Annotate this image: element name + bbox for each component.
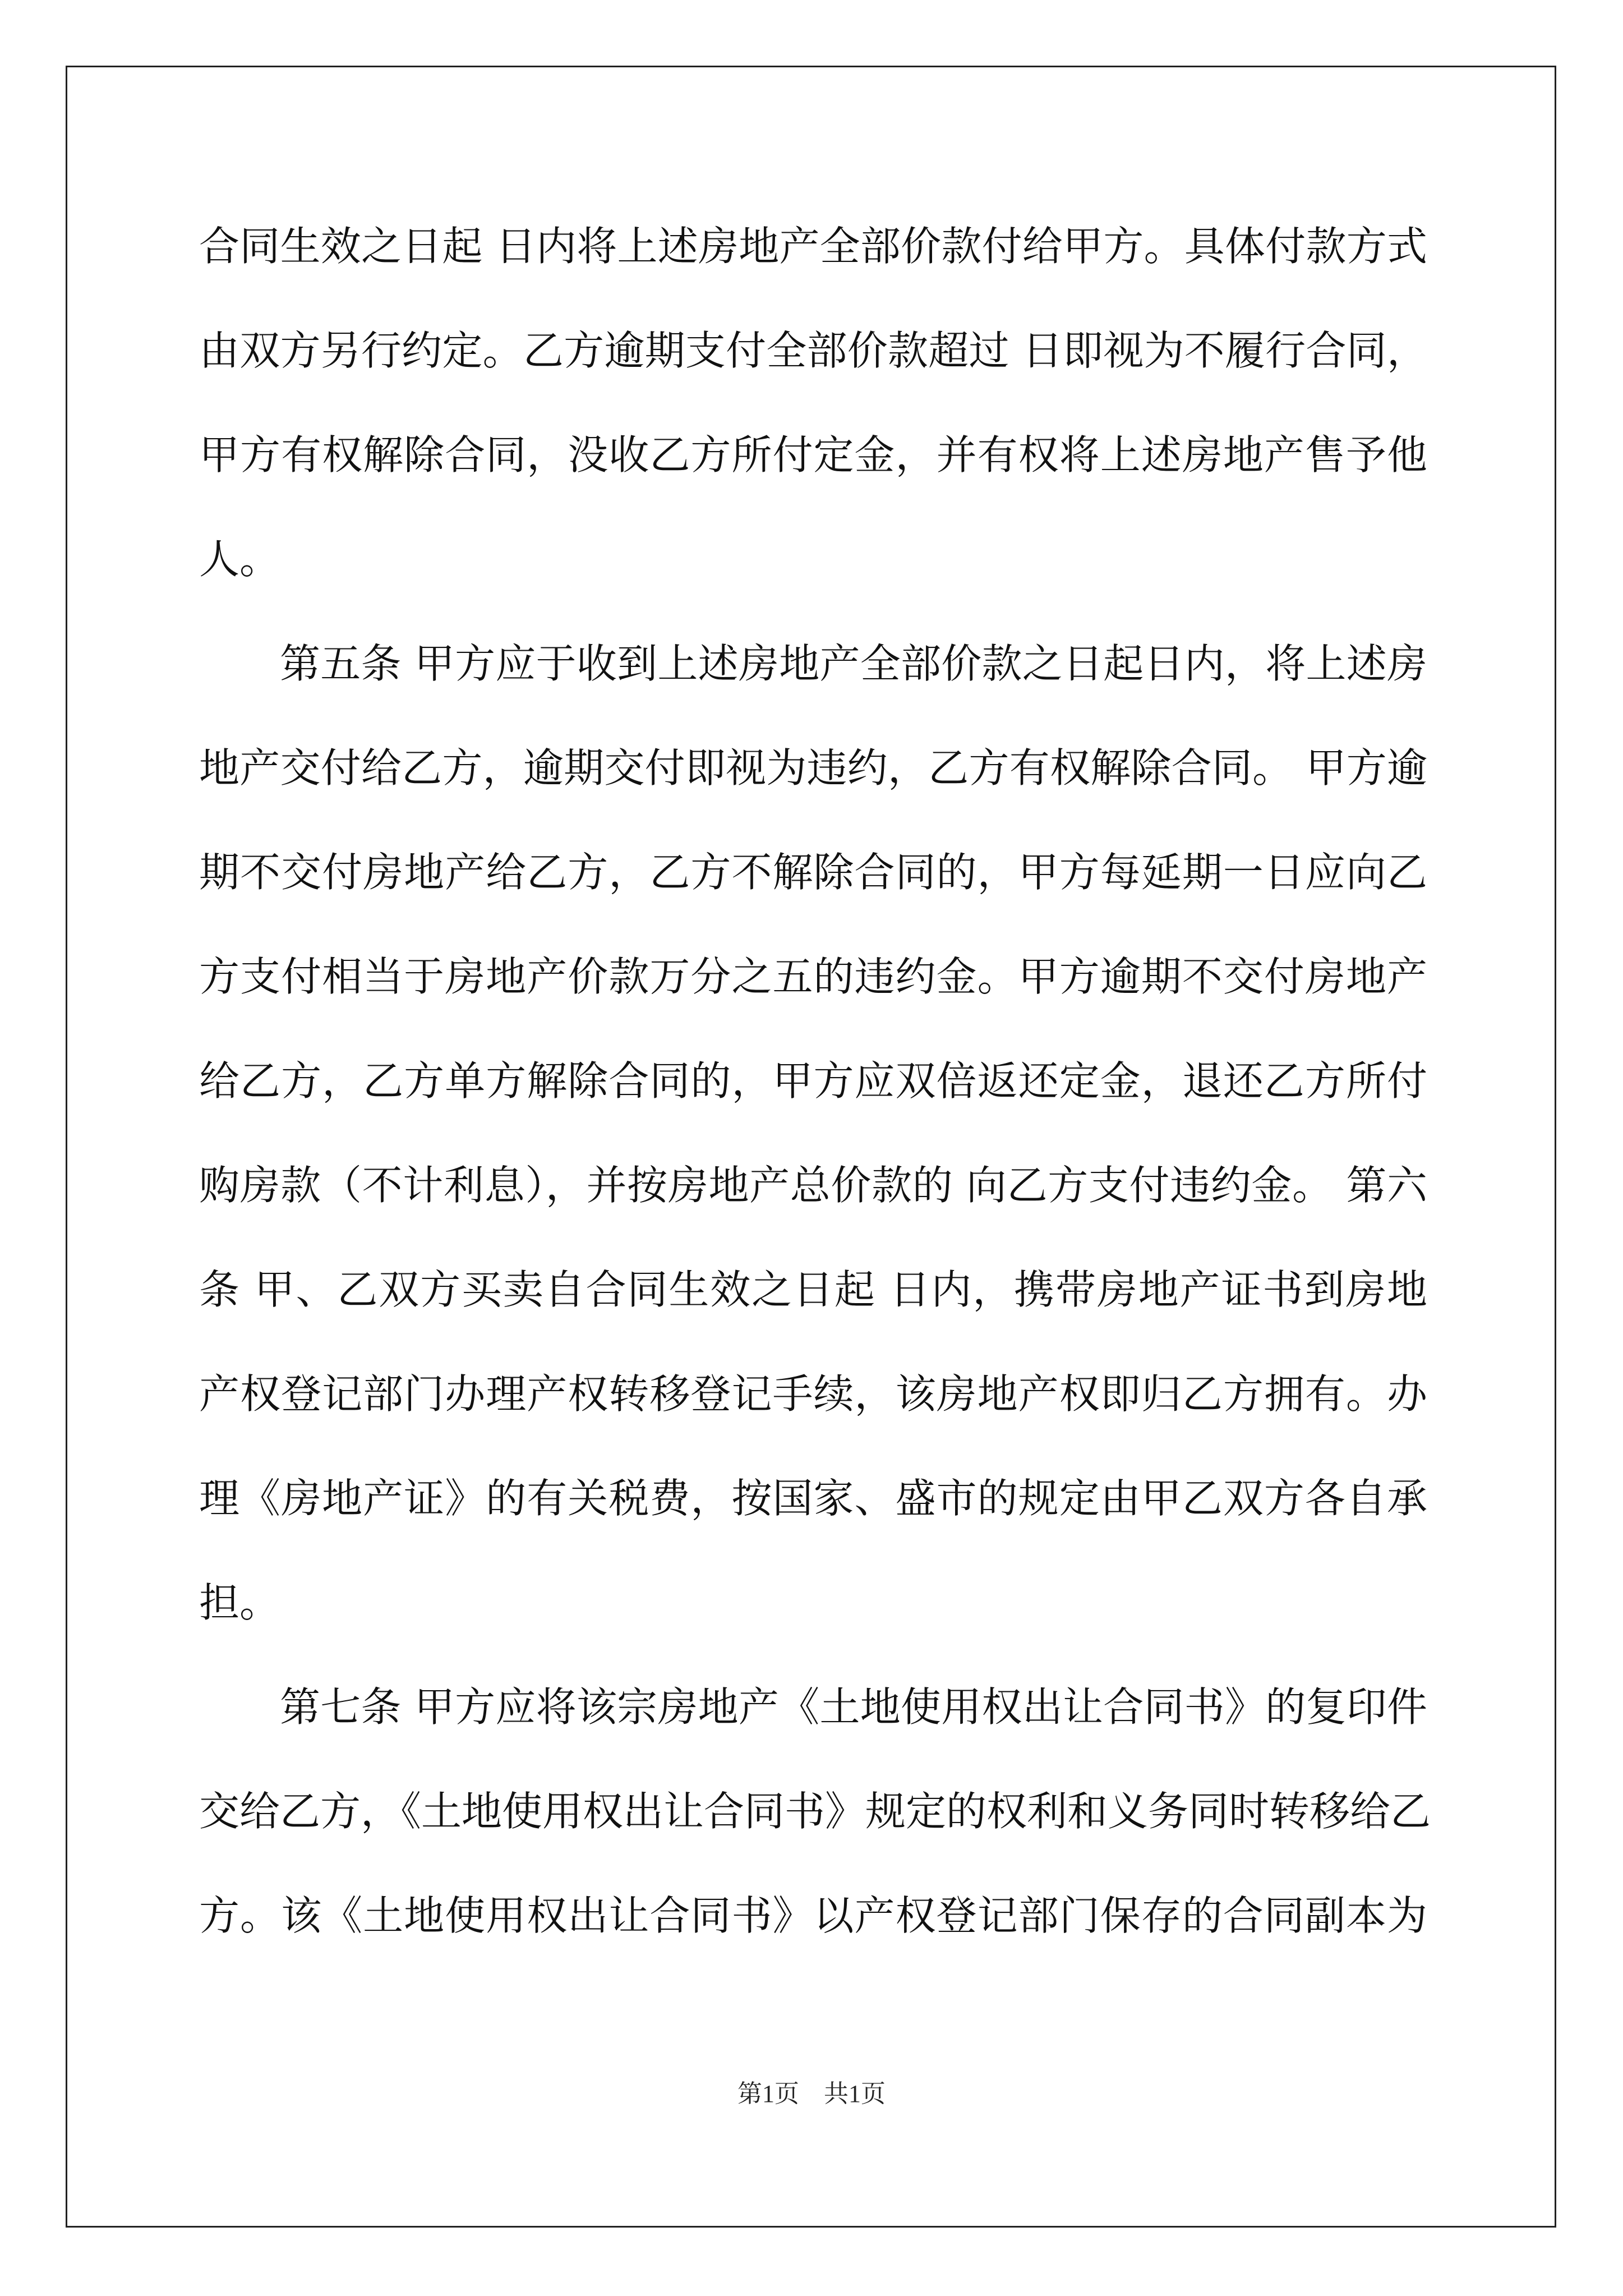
text-line: 担。 (199, 1579, 280, 1626)
text-line: 由双方另行约定。乙方逾期支付全部价款超过 日即视为不履行合同， (199, 327, 1427, 374)
text-line: 合同生效之日起 日内将上述房地产全部价款付给甲方。具体付款方式 (199, 223, 1427, 270)
text-line: 给乙方，乙方单方解除合同的，甲方应双倍返还定金，退还乙方所付 (199, 1057, 1427, 1105)
page-number-label: 第1页 共1页 (737, 2080, 886, 2108)
text-line: 方支付相当于房地产价款万分之五的违约金。甲方逾期不交付房地产 (199, 953, 1427, 1000)
text-line: 甲方有权解除合同，没收乙方所付定金，并有权将上述房地产售予他 (199, 431, 1427, 478)
text-line: 购房款（不计利息），并按房地产总价款的 向乙方支付违约金。 第六 (199, 1162, 1427, 1209)
page-footer (0, 2078, 1623, 2110)
text-line: 第五条 甲方应于收到上述房地产全部价款之日起日内，将上述房 (280, 640, 1427, 687)
text-line: 人。 (199, 536, 280, 583)
text-line: 方。该《土地使用权出让合同书》以产权登记部门保存的合同副本为 (199, 1892, 1427, 1939)
text-line: 第七条 甲方应将该宗房地产《土地使用权出让合同书》的复印件 (280, 1683, 1427, 1731)
text-line: 期不交付房地产给乙方，乙方不解除合同的，甲方每延期一日应向乙 (199, 849, 1427, 896)
document-body (199, 216, 1431, 1990)
text-line: 地产交付给乙方，逾期交付即视为违约，乙方有权解除合同。 甲方逾 (199, 744, 1427, 792)
text-line: 交给乙方，《土地使用权出让合同书》规定的权利和义务同时转移给乙 (199, 1788, 1431, 1835)
text-line: 理《房地产证》的有关税费，按国家、盛市的规定由甲乙双方各自承 (199, 1475, 1427, 1522)
text-line: 产权登记部门办理产权转移登记手续，该房地产权即归乙方拥有。办 (199, 1370, 1427, 1418)
text-line: 条 甲、乙双方买卖自合同生效之日起 日内，携带房地产证书到房地 (199, 1266, 1427, 1313)
